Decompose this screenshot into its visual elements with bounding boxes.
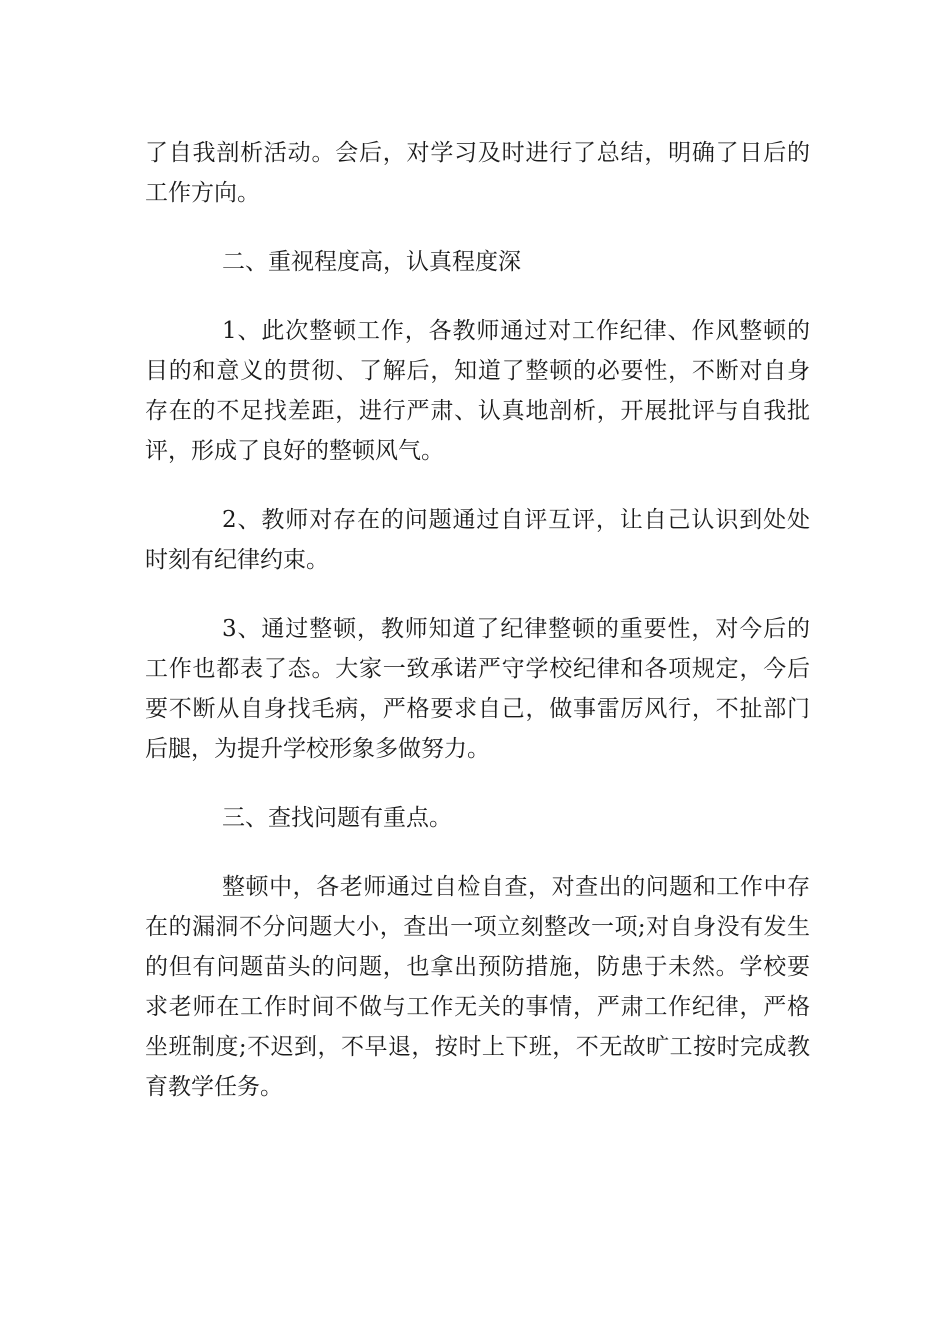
section-heading-3: 三、查找问题有重点。 (222, 805, 452, 831)
paragraph-item-1: 1、此次整顿工作，各教师通过对工作纪律、作风整顿的目的和意义的贯彻、了解后，知道了整顿的必要性，不断对自身存在的不足找差距，进行严肃、认真地剖析，开展批评与自我批评，形成了良好的整顿风气。 (145, 318, 810, 464)
section-heading-2: 二、重视程度高，认真程度深 (222, 249, 521, 275)
paragraph-item-2: 2、教师对存在的问题通过自评互评，让自己认识到处处时刻有纪律约束。 (145, 507, 810, 573)
paragraph-continuation: 了自我剖析活动。会后，对学习及时进行了总结，明确了日后的工作方向。 (145, 140, 810, 206)
paragraph-body: 整顿中，各老师通过自检自查，对查出的问题和工作中存在的漏洞不分问题大小，查出一项立刻整改一项;对自身没有发生的但有问题苗头的问题，也拿出预防措施，防患于未然。学校要求老师在工作时间不做与工作无关的事情，严肃工作纪律，严格坐班制度;不迟到，不早退，按时上下班，不无故旷工按时完成教育教学任务。 (145, 874, 810, 1100)
document-body (145, 133, 810, 1136)
paragraph-item-3: 3、通过整顿，教师知道了纪律整顿的重要性，对今后的工作也都表了态。大家一致承诺严守学校纪律和各项规定，今后要不断从自身找毛病，严格要求自己，做事雷厉风行，不扯部门后腿，为提升学校形象多做努力。 (145, 616, 810, 762)
